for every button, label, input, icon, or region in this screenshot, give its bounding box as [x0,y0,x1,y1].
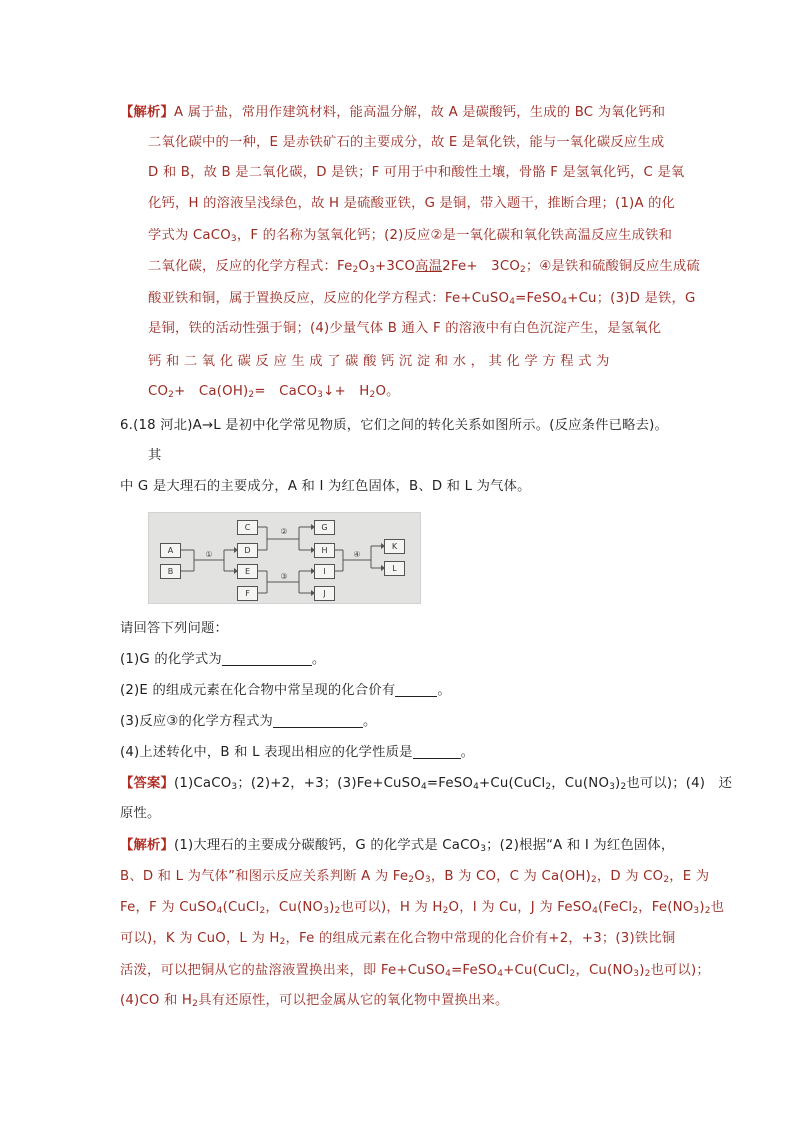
answer-blank-1[interactable] [222,651,312,666]
analysis1-line-2: 二氧化碳中的一种，E 是赤铁矿石的主要成分，故 E 是氧化铁，能与一氧化碳反应生成 [148,135,665,150]
analysis2-line-1: 【解析】(1)大理石的主要成分碳酸钙，G 的化学式是 CaCO$_3$；(2)根据“A 和 I 为红色固体， [120,838,675,854]
box-k: K [384,539,405,554]
analysis-tag: 【解析】 [120,105,174,120]
box-a: A [160,543,181,558]
box-l: L [384,561,405,576]
box-b: B [160,564,181,579]
box-g: G [314,520,335,535]
box-f: F [237,586,258,601]
answer-line-1: 【答案】(1)CaCO$_3$；(2)+2，+3；(3)Fe+CuSO$_4$=FeSO$_4$+Cu(CuCl$_2$，$Cu(NO_3)_2$也可以)；(4) 还 [120,776,733,792]
analysis1-line-3: D 和 B，故 B 是二氧化碳，D 是铁；F 可用于中和酸性土壤，骨骼 F 是氢氧化钙，C 是氧 [148,165,685,180]
reaction-diagram [148,512,421,604]
answer-tag: 【答案】 [120,776,174,791]
analysis2-line-6: (4)CO 和 $H_2$具有还原性，可以把金属从它的氧化物中置换出来。 [120,993,509,1009]
answer-blank-3[interactable] [273,713,363,728]
prompt-text: 请回答下列问题： [120,621,228,636]
answer-blank-4[interactable] [413,744,461,759]
analysis1-line-8: 是铜，铁的活动性强于铜；(4)少量气体 B 通入 F 的溶液中有白色沉淀产生，是氢氧化 [148,321,662,336]
analysis2-line-5: 活泼，可以把铜从它的盐溶液置换出来，即 Fe+CuSO$_4$=FeSO$_4$+Cu(CuCl$_2$，$Cu(NO_3)_2$也可以)； [120,963,710,979]
answer-line-2: 原性。 [120,806,161,821]
analysis1-line-7: 酸亚铁和铜，属于置换反应，反应的化学方程式：Fe+CuSO$_4$=FeSO$_4$+Cu；(3)D 是铁，G [148,291,696,307]
analysis1-line-6: 二氧化碳，反应的化学方程式：$Fe_2O_3+3CO$高温2Fe+ $3CO_2$；④是铁和硫酸铜反应生成硫 [148,259,701,275]
reaction-2-label: ② [280,527,288,536]
analysis1-line-5: 学式为 CaCO$_3$，F 的名称为氢氧化钙；(2)反应②是一氧化碳和氧化铁高温反应生成铁和 [148,228,673,244]
analysis2-line-4: 可以)，K 为 CuO，L 为 $H_2$，Fe 的组成元素在化合物中常现的化合价有+2，+3；(3)铁比铜 [120,931,676,947]
reaction-4-label: ④ [353,550,361,559]
reaction-1-label: ① [205,550,213,559]
analysis1-line-10: $CO_2+$ $Ca(OH)_2=$ CaCO$_3$↓+ $H_2O$。 [148,384,400,400]
question-3: (3)反应③的化学方程式为 。 [120,714,377,729]
box-e: E [237,564,258,579]
question6-line-3: 中 G 是大理石的主要成分，A 和 I 为红色固体，B、D 和 L 为气体。 [120,479,531,494]
analysis2-line-2: B、D 和 L 为气体”和图示反应关系判断 A 为 $Fe_2O_3$，B 为 CO，C 为 $Ca(OH)_2$，D 为 $CO_2$，E 为 [120,869,710,885]
box-h: H [314,543,335,558]
box-i: I [314,564,335,579]
analysis1-line-1: 【解析】A 属于盐，常用作建筑材料，能高温分解，故 A 是碳酸钙，生成的 BC 为氧化钙和 [120,105,666,120]
box-c: C [237,520,258,535]
question6-line-1: 6.(18 河北)A→L 是初中化学常见物质，它们之间的转化关系如图所示。(反应条件已略去)。 [120,418,668,433]
answer-blank-2[interactable] [395,682,437,697]
analysis1-line-9: 钙 和 二 氧 化 碳 反 应 生 成 了 碳 酸 钙 沉 淀 和 水 ， 其 化 学 方 程 式 为 [148,354,610,369]
reaction-3-label: ③ [280,572,288,581]
question6-line-2: 其 [148,448,162,463]
high-temp-condition: 高温 [415,259,443,274]
box-j: J [314,586,335,601]
analysis1-line-4: 化钙，H 的溶液呈浅绿色，故 H 是硫酸亚铁，G 是铜，带入题干，推断合理；(1)A 的化 [148,196,676,211]
question-1: (1)G 的化学式为 。 [120,652,326,667]
analysis2-line-3: Fe，F 为 CuSO$_4$(CuCl$_2$，$Cu(NO_3)_2$也可以)，H 为 $H_2O$，I 为 Cu，J 为 FeSO$_4$(FeCl$_2$，$Fe(NO_3)_2$也 [120,900,725,916]
box-d: D [237,543,258,558]
question-2: (2)E 的组成元素在化合物中常呈现的化合价有 。 [120,683,451,698]
question-4: (4)上述转化中，B 和 L 表现出相应的化学性质是 。 [120,745,475,760]
analysis-tag-2: 【解析】 [120,838,174,853]
